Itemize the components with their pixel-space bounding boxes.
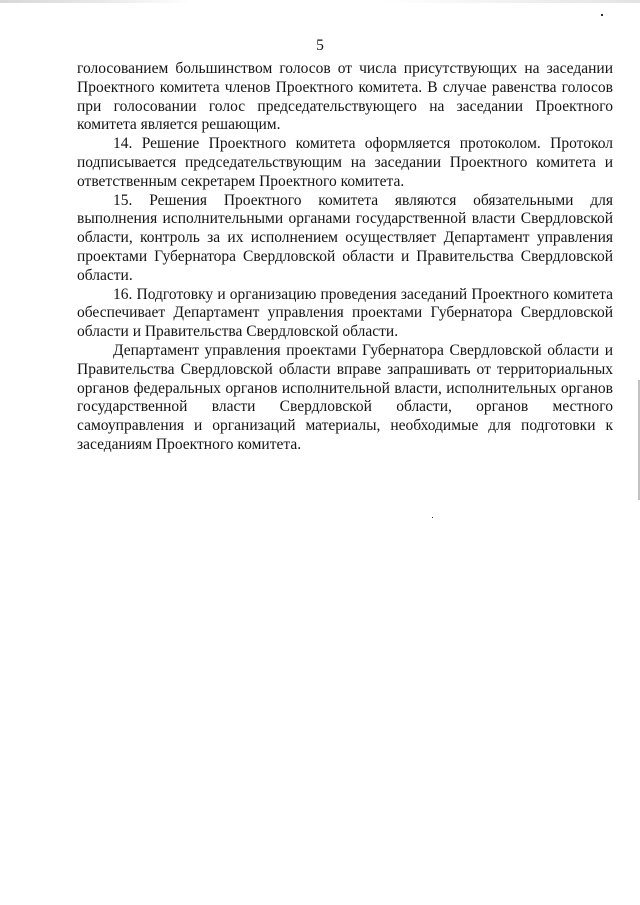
paragraph-item-14: 14. Решение Проектного комитета оформляется протоколом. Протокол подписывается председательствующим на заседании Проектного комитета и ответственным секретарем Проектного комитета. — [77, 135, 613, 190]
scan-speck — [601, 14, 603, 16]
scan-top-edge — [0, 0, 640, 3]
paragraph-item-15: 15. Решения Проектного комитета являются обязательными для выполнения исполнительными органами государственной власти Свердловской области, контроль за их исполнением осуществляет Департамент управления проектами Губернатора Свердловской области и Правительства Свердловской области. — [77, 191, 613, 284]
paragraph-item-16: 16. Подготовку и организацию проведения заседаний Проектного комитета обеспечивает Департамент управления проектами Губернатора Свердловской области и Правительства Свердловской области. — [77, 285, 613, 341]
document-body — [77, 60, 613, 455]
paragraph-continuation: голосованием большинством голосов от числа присутствующих на заседании Проектного комитета членов Проектного комитета. В случае равенства голосов при голосовании голос председательствующего на заседании Проектного комитета является решающим. — [77, 60, 613, 134]
page-number: 5 — [316, 37, 324, 54]
scan-speck — [432, 517, 433, 518]
paragraph-department-rights: Департамент управления проектами Губернатора Свердловской области и Правительства Свердловской области вправе запрашивать от территориальных органов федеральных органов исполнительной власти, исполнительных органов государственной власти Свердловской области, органов местного самоуправления и организаций материалы, необходимые для подготовки к заседаниям Проектного комитета. — [77, 341, 613, 453]
